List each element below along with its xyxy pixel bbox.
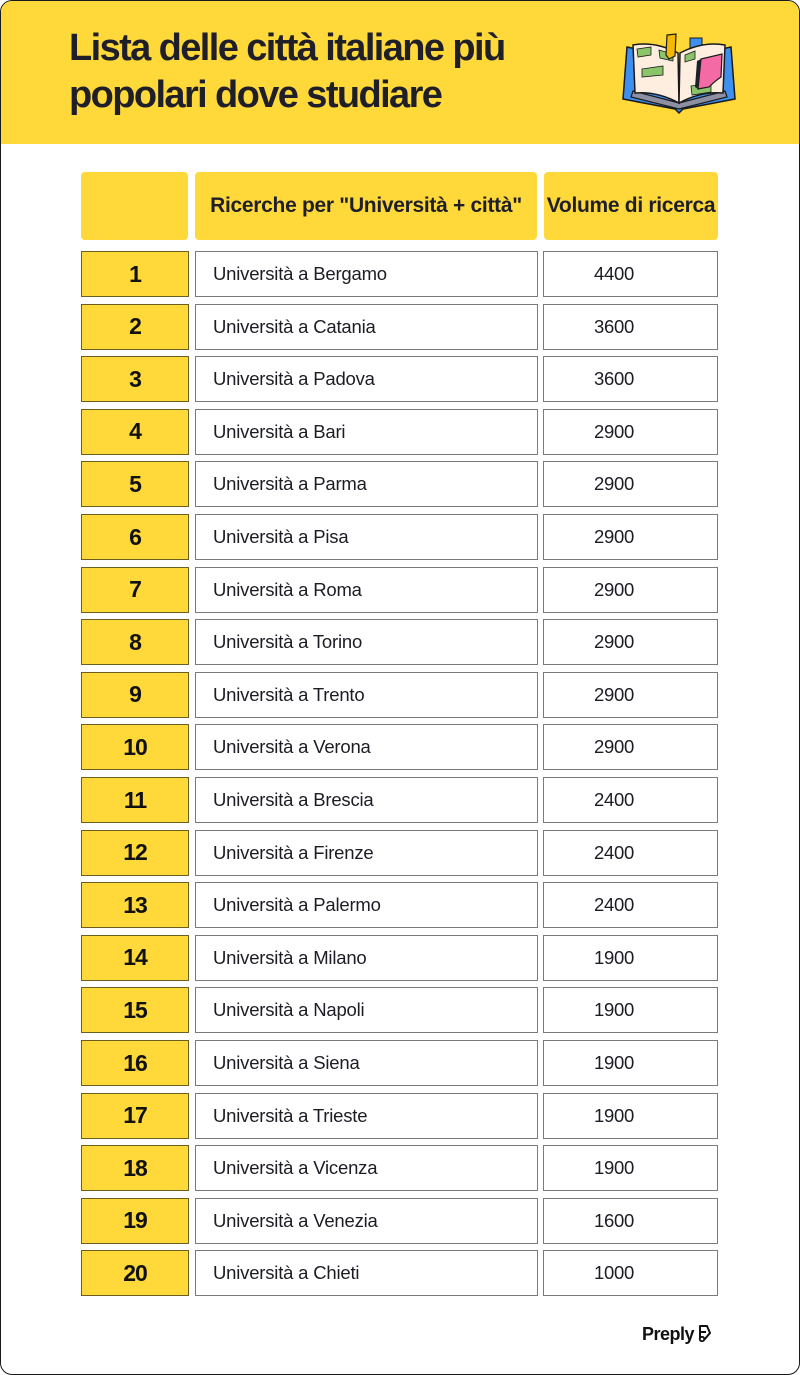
rank-cell: 3 [81,356,189,402]
volume-cell: 4400 [543,251,718,297]
open-book-icon [621,29,737,115]
header-volume-cell: Volume di ricerca [544,172,718,240]
rank-cell: 10 [81,724,189,770]
query-cell: Università a Firenze [195,830,538,876]
rank-cell: 13 [81,882,189,928]
query-cell: Università a Trieste [195,1093,538,1139]
query-cell: Università a Pisa [195,514,538,560]
query-cell: Università a Catania [195,304,538,350]
query-cell: Università a Napoli [195,987,538,1033]
preply-logo-icon [696,1324,712,1344]
volume-cell: 1900 [543,1145,718,1191]
rank-cell: 12 [81,830,189,876]
volume-cell: 1900 [543,935,718,981]
rank-cell: 6 [81,514,189,560]
rank-cell: 1 [81,251,189,297]
brand-name: Preply [642,1323,695,1344]
title-line-2: popolari dove studiare [69,74,442,116]
table-row [81,619,721,665]
table-row [81,830,721,876]
page-title [69,25,589,119]
table-row [81,356,721,402]
table-row [81,724,721,770]
query-cell: Università a Bergamo [195,251,538,297]
volume-cell: 3600 [543,356,718,402]
table-row [81,1093,721,1139]
query-cell: Università a Chieti [195,1250,538,1296]
table-row [81,1198,721,1244]
rank-cell: 16 [81,1040,189,1086]
query-cell: Università a Brescia [195,777,538,823]
query-cell: Università a Venezia [195,1198,538,1244]
table-row [81,514,721,560]
rank-cell: 2 [81,304,189,350]
query-cell: Università a Parma [195,461,538,507]
query-cell: Università a Torino [195,619,538,665]
query-cell: Università a Trento [195,672,538,718]
table-row [81,777,721,823]
table-row [81,672,721,718]
volume-cell: 2900 [543,567,718,613]
preply-logo [642,1321,712,1347]
volume-cell: 2400 [543,777,718,823]
table-row [81,461,721,507]
volume-cell: 2900 [543,724,718,770]
volume-cell: 2900 [543,514,718,560]
rank-cell: 11 [81,777,189,823]
header-rank-cell [81,172,188,240]
volume-cell: 1900 [543,1093,718,1139]
rank-cell: 14 [81,935,189,981]
volume-cell: 2900 [543,619,718,665]
rank-cell: 9 [81,672,189,718]
volume-cell: 1900 [543,987,718,1033]
rank-cell: 4 [81,409,189,455]
rank-cell: 19 [81,1198,189,1244]
rank-cell: 8 [81,619,189,665]
header-banner [1,1,800,144]
rank-cell: 15 [81,987,189,1033]
query-cell: Università a Palermo [195,882,538,928]
volume-cell: 2400 [543,882,718,928]
rank-cell: 20 [81,1250,189,1296]
table-row [81,1250,721,1296]
rank-cell: 18 [81,1145,189,1191]
table-row [81,409,721,455]
query-cell: Università a Roma [195,567,538,613]
query-cell: Università a Padova [195,356,538,402]
table-row [81,987,721,1033]
table-row [81,1145,721,1191]
volume-cell: 2900 [543,672,718,718]
rank-cell: 5 [81,461,189,507]
query-cell: Università a Vicenza [195,1145,538,1191]
volume-cell: 3600 [543,304,718,350]
volume-cell: 1000 [543,1250,718,1296]
query-cell: Università a Siena [195,1040,538,1086]
volume-cell: 2900 [543,461,718,507]
table-row [81,567,721,613]
table-row [81,882,721,928]
volume-cell: 1600 [543,1198,718,1244]
query-cell: Università a Bari [195,409,538,455]
rank-cell: 17 [81,1093,189,1139]
table-row [81,304,721,350]
volume-cell: 1900 [543,1040,718,1086]
header-query-cell: Ricerche per "Università + città" [195,172,537,240]
table-row [81,251,721,297]
volume-cell: 2400 [543,830,718,876]
volume-cell: 2900 [543,409,718,455]
query-cell: Università a Verona [195,724,538,770]
table-row [81,935,721,981]
table-row [81,1040,721,1086]
rank-cell: 7 [81,567,189,613]
query-cell: Università a Milano [195,935,538,981]
title-line-1: Lista delle città italiane più [69,27,505,69]
